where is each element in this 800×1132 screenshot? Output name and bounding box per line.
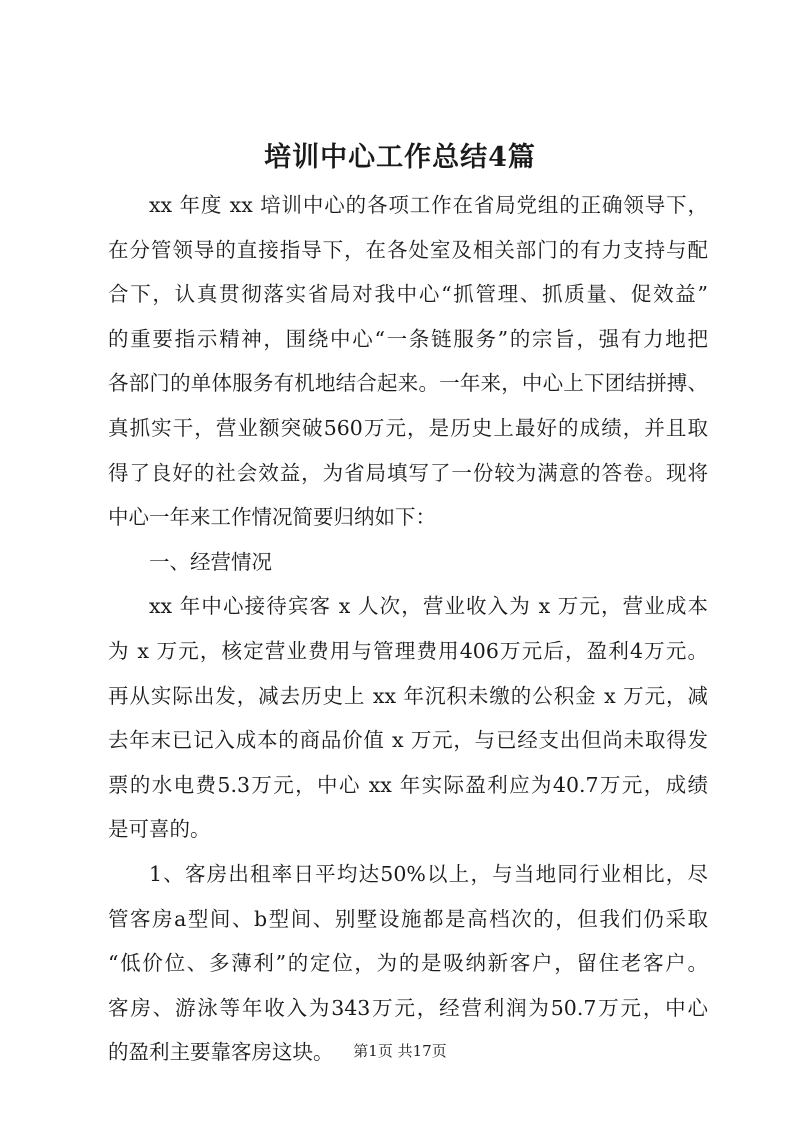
text-line: xx 年中心接待宾客 x 人次，营业收入为 x 万元，营业成本 (149, 594, 708, 619)
text-line: 合下，认真贯彻落实省局对我中心“抓管理、抓质量、促效益” (108, 282, 708, 307)
text-line: 为 x 万元，核定营业费用与管理费用406万元后，盈利4万元。 (108, 638, 708, 663)
document-title: 培训中心工作总结4篇 (264, 142, 536, 173)
text-line: 一、经营情况 (149, 549, 272, 574)
text-line: 的重要指示精神，围绕中心“一条链服务”的宗旨，强有力地把 (108, 326, 708, 351)
document-body (108, 183, 708, 1075)
text-line: xx 年度 xx 培训中心的各项工作在省局党组的正确领导下， (149, 193, 708, 217)
text-line: 是可喜的。 (108, 817, 211, 842)
text-line: 管客房a型间、b型间、别墅设施都是高档次的，但我们仍采取 (108, 906, 708, 931)
text-line: “低价位、多薄利”的定位，为的是吸纳新客户，留住老客户。 (108, 951, 708, 976)
text-line: 在分管领导的直接指导下，在各处室及相关部门的有力支持与配 (108, 237, 708, 262)
text-line: 再从实际出发，减去历史上 xx 年沉积未缴的公积金 x 万元，减 (108, 683, 708, 708)
text-line: 真抓实干，营业额突破560万元，是历史上最好的成绩，并且取 (108, 415, 708, 440)
text-line: 客房、游泳等年收入为343万元，经营利润为50.7万元，中心 (108, 995, 708, 1020)
page-number-footer: 第1页 共17页 (353, 1042, 447, 1060)
text-line: 去年末已记入成本的商品价值 x 万元，与已经支出但尚未取得发 (108, 728, 708, 753)
text-line: 1、客房出租率日平均达50%以上，与当地同行业相比，尽 (149, 861, 708, 886)
text-line: 各部门的单体服务有机地结合起来。一年来，中心上下团结拼搏、 (108, 371, 708, 396)
text-line: 得了良好的社会效益，为省局填写了一份较为满意的答卷。现将 (108, 460, 708, 485)
text-line: 的盈利主要靠客房这块。 (108, 1040, 334, 1065)
text-line: 票的水电费5.3万元，中心 xx 年实际盈利应为40.7万元，成绩 (108, 772, 708, 797)
text-line: 中心一年来工作情况简要归纳如下： (108, 505, 436, 530)
